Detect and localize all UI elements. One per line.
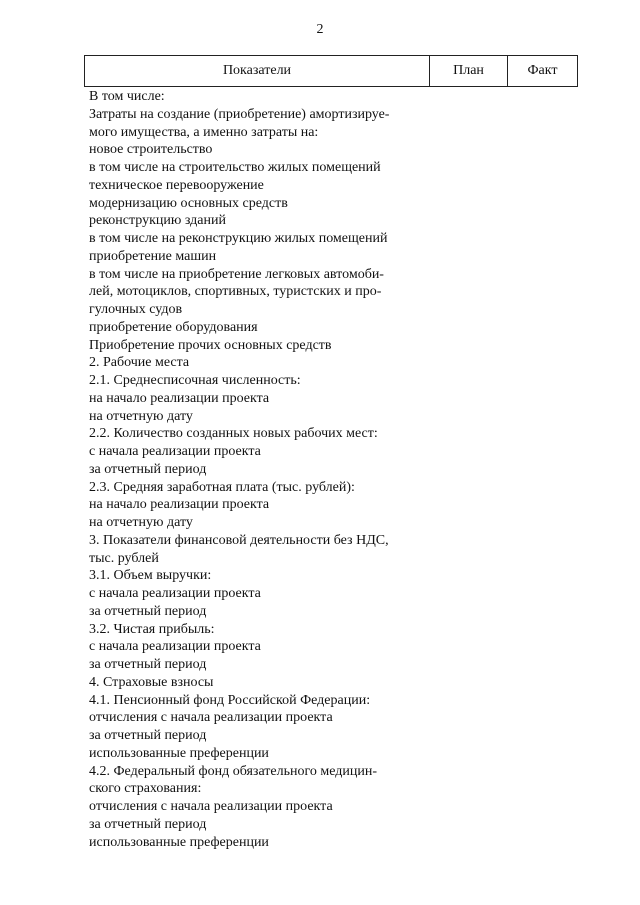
indicator-line: на начало реализации проекта — [89, 497, 270, 513]
indicator-line: 2.2. Количество созданных новых рабочих мест: — [89, 426, 378, 442]
indicator-line: использованные преференции — [89, 745, 269, 761]
indicator-line: мого имущества, а именно затраты на: — [89, 124, 319, 140]
indicator-line: техническое перевооружение — [89, 177, 264, 193]
indicator-line: модернизацию основных средств — [89, 195, 288, 211]
indicator-line: лей, мотоциклов, спортивных, туристских и про- — [89, 284, 382, 300]
indicator-line: 2.3. Средняя заработная плата (тыс. рублей): — [89, 479, 355, 495]
column-header-indicators: Показатели — [85, 56, 430, 86]
indicator-line: отчисления с начала реализации проекта — [89, 799, 333, 814]
indicator-list — [89, 88, 429, 851]
indicator-line: 3. Показатели финансовой деятельности без НДС, — [89, 532, 389, 548]
indicator-line: тыс. рублей — [89, 550, 159, 566]
indicator-line: на отчетную дату — [89, 515, 193, 530]
indicator-line: новое строительство — [89, 142, 213, 158]
indicator-line: реконструкцию зданий — [89, 213, 226, 229]
indicator-line: отчисления с начала реализации проекта — [89, 710, 333, 726]
indicator-line: с начала реализации проекта — [89, 586, 261, 601]
indicator-line: в том числе на приобретение легковых автомоби- — [89, 266, 384, 282]
indicator-line: использованные преференции — [89, 834, 269, 850]
indicator-line: 4.2. Федеральный фонд обязательного медицин- — [89, 763, 378, 779]
indicator-line: 4. Страховые взносы — [89, 674, 214, 690]
indicators-table-header — [84, 55, 578, 87]
indicator-line: за отчетный период — [89, 657, 207, 672]
indicator-line: Затраты на создание (приобретение) амортизируе- — [89, 106, 390, 122]
indicator-line: 4.1. Пенсионный фонд Российской Федерации: — [89, 692, 371, 708]
indicator-line: Приобретение прочих основных средств — [89, 337, 332, 353]
column-header-fact: Факт — [527, 63, 558, 78]
page-number: 2 — [316, 22, 324, 37]
indicator-line: приобретение машин — [89, 248, 217, 264]
indicator-line: приобретение оборудования — [89, 319, 258, 335]
indicator-line: в том числе на строительство жилых помещений — [89, 160, 381, 175]
column-header-plan: План — [430, 56, 508, 86]
indicator-line: с начала реализации проекта — [89, 639, 261, 655]
indicator-line: ского страхования: — [89, 781, 202, 797]
indicator-line: на отчетную дату — [89, 408, 193, 424]
indicator-line: за отчетный период — [89, 603, 207, 619]
indicator-line: 2.1. Среднесписочная численность: — [89, 373, 301, 388]
indicator-line: в том числе на реконструкцию жилых помещений — [89, 231, 388, 246]
indicator-line: на начало реализации проекта — [89, 390, 270, 406]
indicator-line: с начала реализации проекта — [89, 444, 261, 459]
indicator-line: 3.2. Чистая прибыль: — [89, 621, 215, 637]
indicator-line: 3.1. Объем выручки: — [89, 568, 212, 584]
indicator-line: за отчетный период — [89, 816, 207, 832]
indicator-line: за отчетный период — [89, 728, 207, 743]
indicator-line: В том числе: — [89, 89, 165, 104]
indicator-line: за отчетный период — [89, 461, 207, 477]
indicator-line: гулочных судов — [89, 302, 183, 317]
indicator-line: 2. Рабочие места — [89, 355, 190, 371]
